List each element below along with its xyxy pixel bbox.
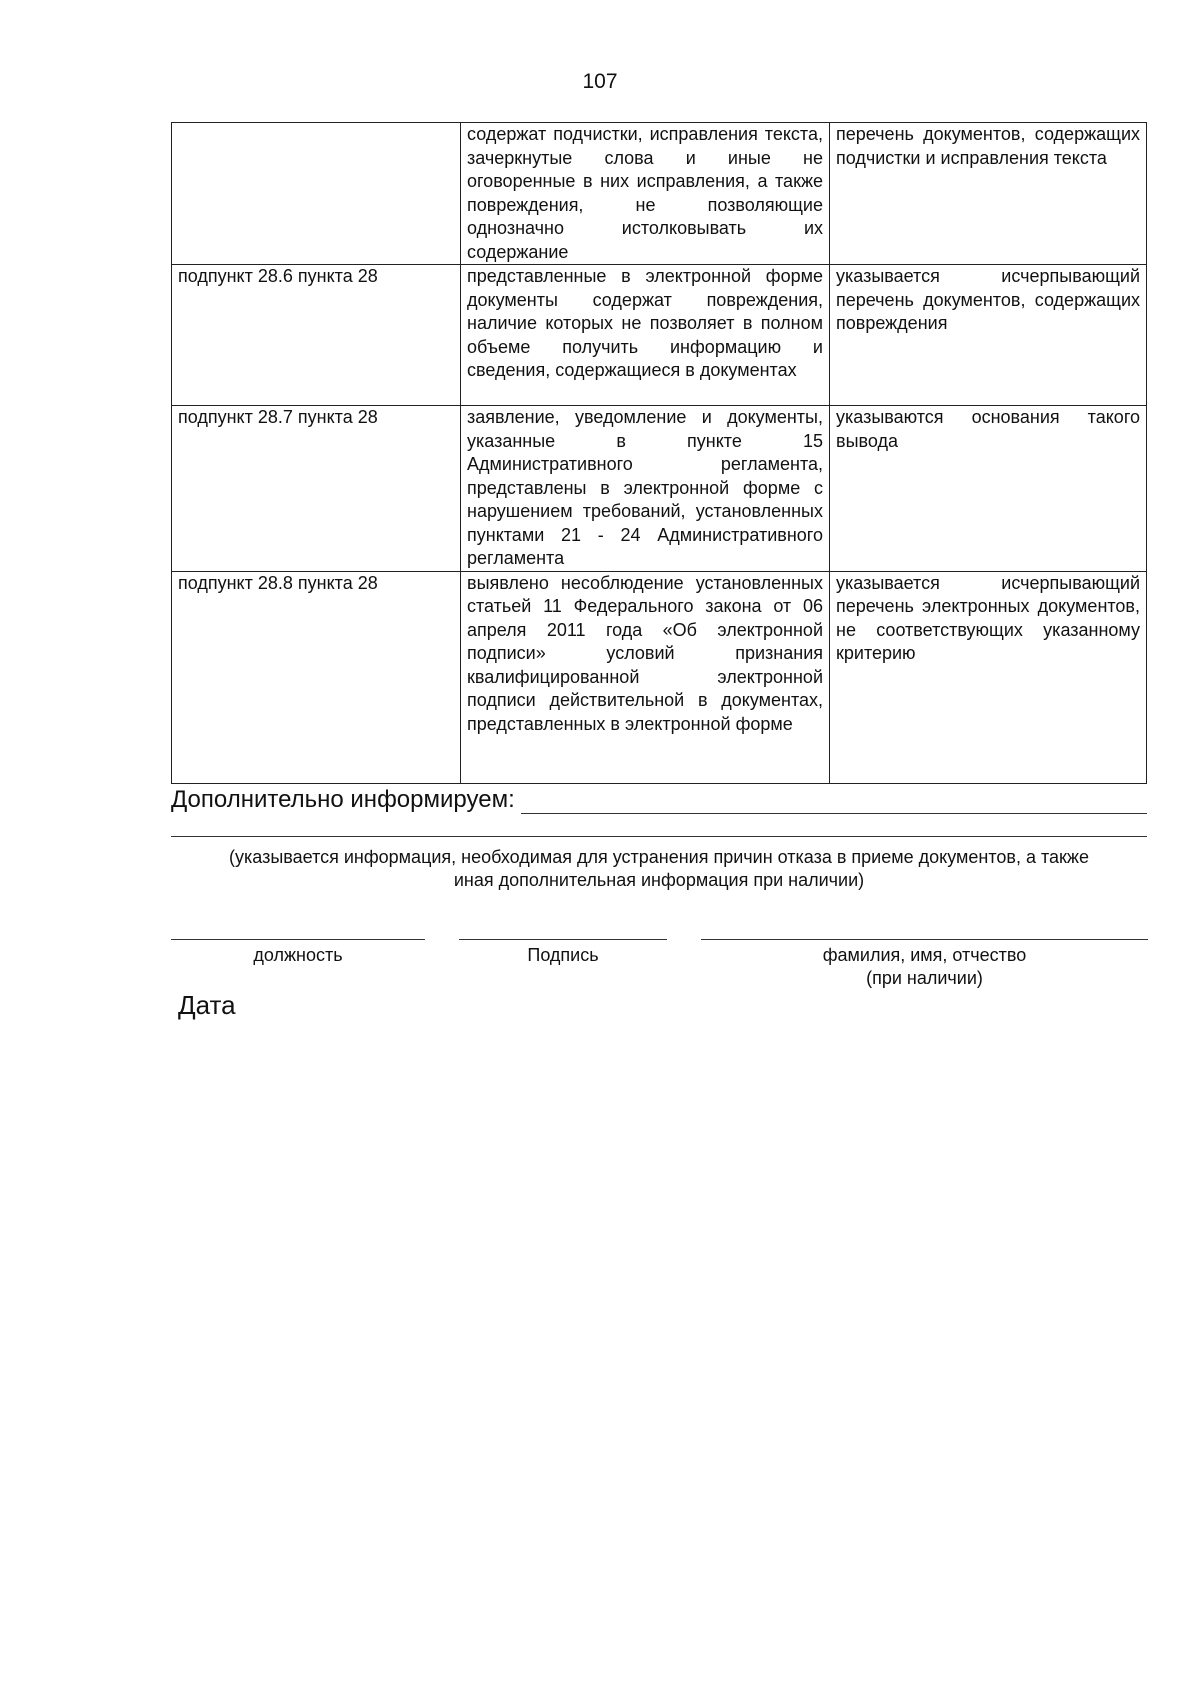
additional-info-row <box>171 786 1147 814</box>
refusal-reasons-table <box>171 122 1147 784</box>
table-cell-explanation: указывается исчерпывающий перечень электронных документов, не соответствующих указанному критерию <box>830 571 1147 783</box>
table-cell-reason: выявлено несоблюдение установленных статьей 11 Федерального закона от 06 апреля 2011 года «Об электронной подписи» условий признания квалифицированной электронной подписи действительной в документах, представленных в электронной форме <box>461 571 830 783</box>
additional-info-note <box>171 846 1147 892</box>
table-cell-ref: подпункт 28.6 пункта 28 <box>172 265 461 406</box>
date-label: Дата <box>178 990 236 1020</box>
table-cell-reason: содержат подчистки, исправления текста, зачеркнутые слова и иные не оговоренные в них исправления, а также повреждения, не позволяющие однозначно истолковывать их содержание <box>461 123 830 265</box>
table-row <box>172 406 1147 572</box>
position-signature-line <box>171 939 425 940</box>
table-cell-explanation: указывается исчерпывающий перечень документов, содержащих повреждения <box>830 265 1147 406</box>
additional-info-fill-line <box>521 791 1147 814</box>
name-caption-line-1: фамилия, имя, отчество <box>822 945 1027 965</box>
signature-line <box>459 939 667 940</box>
name-caption <box>701 944 1148 990</box>
signature-caption: Подпись <box>527 945 599 965</box>
name-signature-line <box>701 939 1148 940</box>
table-cell-ref: подпункт 28.8 пункта 28 <box>172 571 461 783</box>
table-cell-explanation: указываются основания такого вывода <box>830 406 1147 572</box>
table-row <box>172 571 1147 783</box>
name-caption-line-2: (при наличии) <box>866 968 983 988</box>
table-row <box>172 123 1147 265</box>
additional-info-second-line <box>171 836 1147 837</box>
page-number: 107 <box>582 70 618 93</box>
position-caption: должность <box>253 945 343 965</box>
note-line-2: иная дополнительная информация при наличии) <box>453 870 865 890</box>
table-cell-reason: заявление, уведомление и документы, указанные в пункте 15 Административного регламента, представлены в электронной форме с нарушением требований, установленных пунктами 21 - 24 Административного регламента <box>461 406 830 572</box>
table-row <box>172 265 1147 406</box>
table-cell-reason: представленные в электронной форме документы содержат повреждения, наличие которых не позволяет в полном объеме получить информацию и сведения, содержащиеся в документах <box>461 265 830 406</box>
table-cell-explanation: перечень документов, содержащих подчистки и исправления текста <box>830 123 1147 265</box>
table-cell-ref: подпункт 28.7 пункта 28 <box>172 406 461 572</box>
additional-info-label: Дополнительно информируем: <box>171 786 515 813</box>
table-cell-ref <box>172 123 461 265</box>
note-line-1: (указывается информация, необходимая для устранения причин отказа в приеме документов, а также <box>229 847 1089 867</box>
